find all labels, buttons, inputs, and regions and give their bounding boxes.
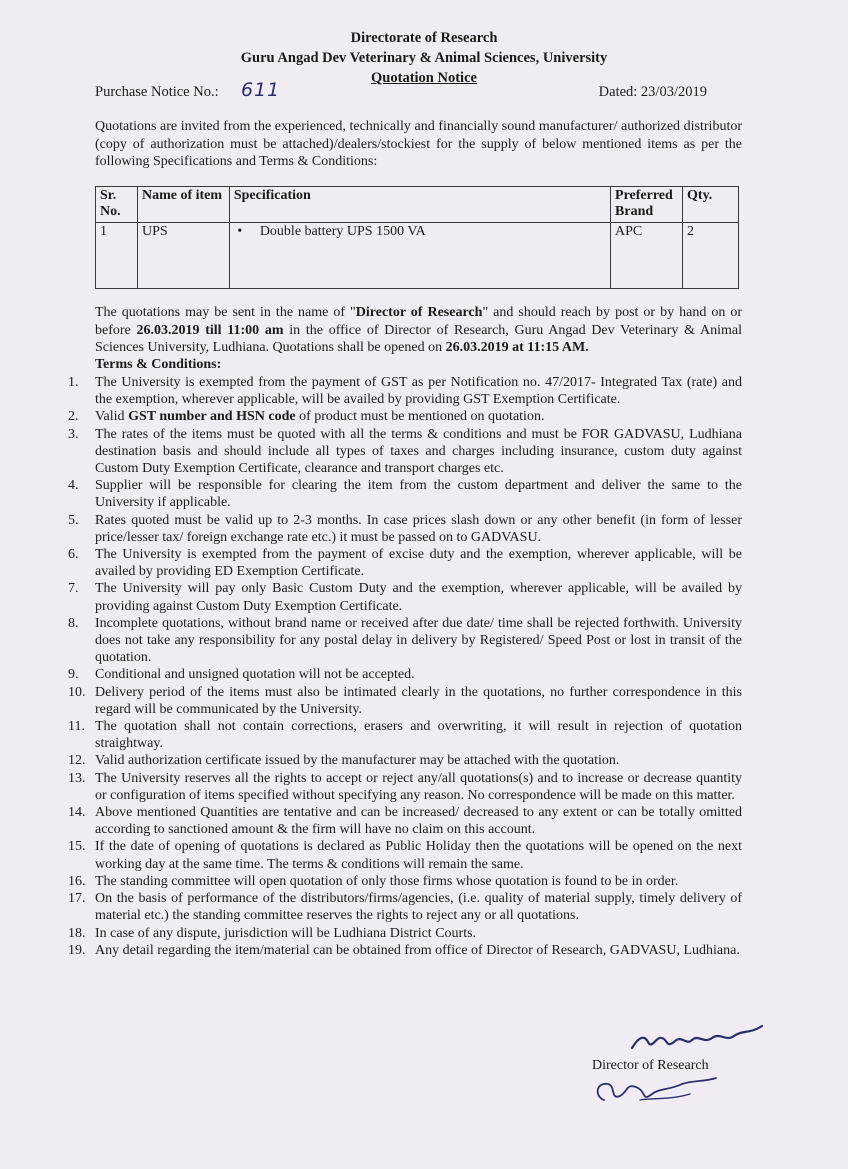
intro-paragraph: Quotations are invited from the experienced, technically and financially sound manufacturer/ authorized distributor (copy of authorization must be attached)/dealers/stockiest for the supply of below mentioned items as per the following Specifications and Terms & Conditions: (95, 119, 742, 169)
terms-list (68, 374, 742, 959)
term-number: 10. (68, 684, 86, 700)
term-text: The standing committee will open quotation of only those firms whose quotation is found to be in order. (95, 873, 679, 889)
term-number: 14. (68, 805, 86, 821)
term-bold-text: GST number and HSN code (128, 409, 296, 425)
submission-text-2: " and should reach by post or by hand on or before (95, 305, 743, 338)
term-number: 15. (68, 839, 86, 855)
header-specification: Specification (229, 187, 610, 223)
table-row (96, 223, 739, 289)
cell-sr: 1 (96, 223, 138, 289)
term-text: Delivery period of the items must also be intimated clearly in the quotations, no further correspondence in this regard will be communicated by the University. (95, 684, 742, 717)
initials-signature-icon (590, 1070, 720, 1110)
term-text: On the basis of performance of the distributors/firms/agencies, (i.e. quality of material supply, timely delivery of material etc.) the standing committee reserves the rights to reject any or all quotations. (95, 891, 742, 924)
cell-spec (229, 223, 610, 289)
term-text: Rates quoted must be valid up to 2-3 months. In case prices slash down or any other benefit (in form of lesser price/lesser tax/ foreign exchange rate etc.) it must be passed on to GADVASU. (95, 512, 742, 545)
term-text: Above mentioned Quantities are tentative and can be increased/ decreased to any extent or can be totally omitted according to sanctioned amount & the firm will have no claim on this account. (95, 805, 742, 838)
submission-deadline: 26.03.2019 till 11:00 am (136, 322, 284, 338)
term-text: The University is exempted from the payment of GST as per Notification no. 47/2017- Integrated Tax (rate) and the exemption, wherever applicable, will be availed by providing GST Exemption Certificate. (95, 375, 742, 408)
purchase-notice-label: Purchase Notice No.: (95, 84, 219, 100)
term-text: The rates of the items must be quoted with all the terms & conditions and must be FOR GADVASU, Ludhiana destination basis and should include all types of taxes and charges including insurance, custom duty against Custom Duty Exemption Certificate, clearance and transport charges etc. (95, 426, 742, 477)
term-text: If the date of opening of quotations is declared as Public Holiday then the quotations will be opened on the next working day at the same time. The terms & conditions will remain the same. (95, 839, 742, 872)
purchase-notice-number: 611 (241, 79, 281, 101)
document-header (0, 28, 848, 88)
list-item (68, 477, 742, 511)
term-text: The quotation shall not contain corrections, erasers and overwriting, it will result in rejection of quotation straightway. (95, 719, 742, 752)
term-number: 18. (68, 925, 86, 941)
term-text: Any detail regarding the item/material can be obtained from office of Director of Research, GADVASU, Ludhiana. (95, 942, 740, 958)
list-item (68, 512, 742, 546)
list-item (68, 546, 742, 580)
term-number: 11. (68, 719, 85, 735)
header-name-of-item: Name of item (137, 187, 229, 223)
term-number: 3. (68, 426, 79, 442)
signature-block (590, 1020, 780, 1120)
header-qty: Qty. (683, 187, 739, 223)
list-item (68, 770, 742, 804)
bullet-icon: • (233, 224, 243, 239)
term-number: 4. (68, 478, 79, 494)
list-item (68, 426, 742, 478)
term-text: of product must be mentioned on quotation. (295, 409, 545, 425)
list-item (68, 684, 742, 718)
signatory-role: Director of Research (592, 1058, 709, 1073)
list-item (68, 925, 742, 942)
list-item (68, 666, 742, 683)
term-number: 1. (68, 375, 79, 390)
term-number: 13. (68, 770, 86, 786)
term-text: The University is exempted from the payment of excise duty and the exemption, wherever applicable, will be availed by providing ED Exemption Certificate. (95, 547, 742, 580)
directorate-title: Directorate of Research (350, 30, 498, 46)
spec-text: Double battery UPS 1500 VA (259, 224, 426, 239)
term-number: 6. (68, 547, 79, 563)
term-number: 8. (68, 615, 79, 631)
list-item (68, 942, 742, 959)
submission-text-1: The quotations may be sent in the name of " (95, 305, 356, 320)
term-text: Supplier will be responsible for clearing the item from the custom department and deliver the same to the University if applicable. (95, 478, 742, 511)
list-item (68, 408, 742, 425)
signature-icon (628, 1020, 768, 1056)
opening-time: 26.03.2019 at 11:15 AM. (445, 340, 589, 355)
term-number: 17. (68, 891, 86, 907)
notice-date: Dated: 23/03/2019 (598, 84, 707, 100)
university-title: Guru Angad Dev Veterinary & Animal Sciences, University (240, 50, 608, 66)
cell-brand: APC (611, 223, 683, 289)
list-item (68, 615, 742, 667)
term-text: Valid (95, 409, 129, 425)
header-preferred-brand: Preferred Brand (611, 187, 683, 223)
term-text: Valid authorization certificate issued by the manufacturer may be attached with the quotation. (95, 753, 620, 769)
cell-qty: 2 (683, 223, 739, 289)
term-number: 5. (68, 512, 79, 528)
list-item (68, 718, 742, 752)
submission-text-3: in the office of Director of Research, Guru Angad Dev Veterinary & Animal Sciences University, Ludhiana. Quotations shall be opened on (95, 322, 742, 355)
term-number: 12. (68, 753, 86, 769)
term-number: 19. (68, 942, 86, 958)
terms-title: Terms & Conditions: (95, 357, 222, 372)
submission-paragraph (95, 304, 742, 357)
table-header-row (96, 187, 739, 223)
term-text: Conditional and unsigned quotation will not be accepted. (95, 667, 415, 683)
term-number: 2. (68, 409, 79, 425)
list-item (68, 890, 742, 924)
term-number: 9. (68, 667, 79, 683)
list-item (68, 374, 742, 408)
header-sr-no: Sr. No. (96, 187, 138, 223)
term-text: The University reserves all the rights to accept or reject any/all quotations(s) and to increase or decrease quantity or configuration of items specified without specifying any reason. No correspondence will be made on this matter. (95, 770, 742, 803)
items-table (95, 186, 739, 289)
list-item (68, 752, 742, 769)
term-text: The University will pay only Basic Custom Duty and the exemption, wherever applicable, will be availed by providing against Custom Duty Exemption Certificate. (95, 581, 742, 614)
term-number: 7. (68, 581, 79, 597)
term-number: 16. (68, 873, 86, 889)
term-text: Incomplete quotations, without brand name or received after due date/ time shall be rejected forthwith. University does not take any responsibility for any postal delay in delivery by Registered/ Speed Post or lost in transit of the quotation. (95, 615, 742, 666)
list-item (68, 873, 742, 890)
list-item (68, 804, 742, 838)
list-item (68, 838, 742, 872)
notice-title: Quotation Notice (371, 70, 477, 86)
cell-name: UPS (137, 223, 229, 289)
term-text: In case of any dispute, jurisdiction will be Ludhiana District Courts. (95, 925, 477, 941)
list-item (68, 580, 742, 614)
submission-addressee: Director of Research (355, 305, 483, 320)
